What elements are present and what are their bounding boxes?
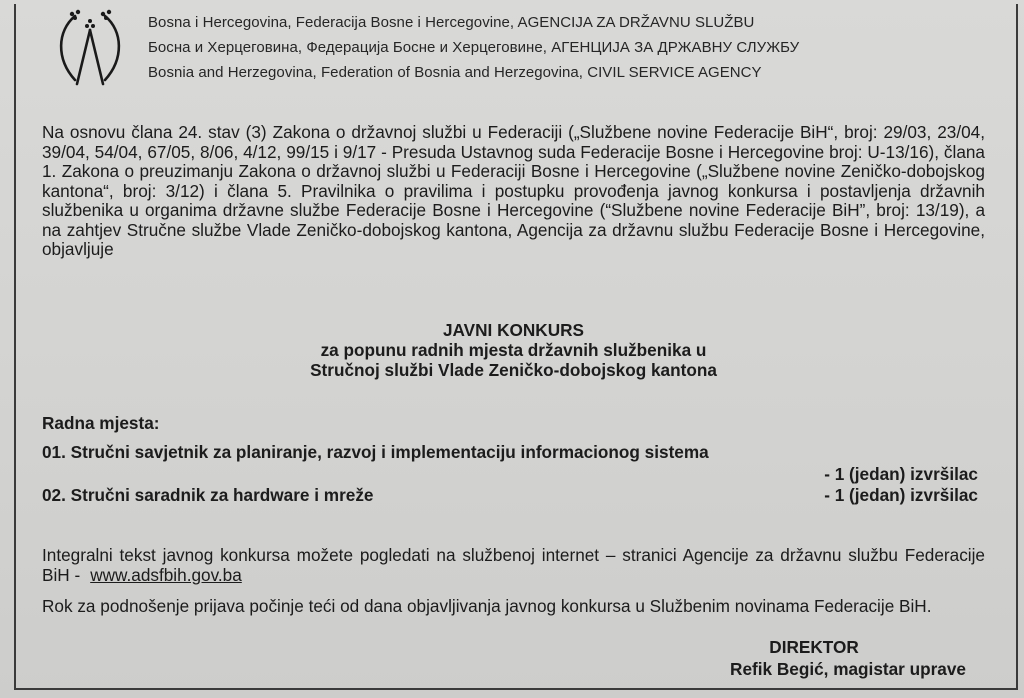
signature-name: Refik Begić, magistar uprave (730, 659, 966, 679)
announcement-subtitle-2: Stručnoj službi Vlade Zeničko-dobojskog kantona (310, 360, 717, 380)
header-line-english: Bosnia and Herzegovina, Federation of Bosnia and Herzegovina, CIVIL SERVICE AGENCY (148, 64, 762, 81)
intro-paragraph: Na osnovu člana 24. stav (3) Zakona o državnoj službi u Federaciji („Službene novine Federacije BiH“, broj: 29/03, 23/04, 39/04, 54/04, 67/05, 8/06, 4/12, 99/15 i 9/17 - Presuda Ustavnog suda Federacije Bosne i Hercegovine broj: U-13/16), člana 1. Zakona o preuzimanju Zakona o državnoj službi u Federaciji Bosne i Hercegovine („Službene novine Zeničko-dobojskog kantona“, broj: 3/12) i člana 5. Pravilnika o pravilima i postupku provođenja javnog konkursa i postavljenja državnih službenika u organima državne službe Federacije Bosne i Hercegovine (“Službene novine Federacije BiH”, broj: 13/19), a na zahtjev Stručne službe Vlade Zeničko-dobojskog kantona, Agencija za državnu službu Federacije Bosne i Hercegovine, objavljuje (42, 122, 985, 259)
agency-header (148, 10, 1008, 85)
signature-role: DIREKTOR (769, 637, 859, 657)
position-2-count: - 1 (jedan) izvršilac (824, 485, 978, 505)
header-line-cyrillic: Босна и Херцеговина, Федерација Босне и Херцеговине, АГЕНЦИЈА ЗА ДРЖАВНУ СЛУЖБУ (148, 39, 800, 56)
positions-heading: Radna mjesta: (42, 413, 160, 433)
header-line-bosnian: Bosna i Hercegovina, Federacija Bosne i Hercegovine, AGENCIJA ZA DRŽAVNU SLUŽBU (148, 14, 755, 31)
info-text: Integralni tekst javnog konkursa možete pogledati na službenoj internet – stranici Agencije za državnu službu Federacije BiH - (42, 545, 985, 585)
position-1-title: 01. Stručni savjetnik za planiranje, razvoj i implementaciju informacionog sistema (42, 442, 709, 462)
info-paragraph (42, 545, 985, 585)
position-2-title: 02. Stručni saradnik za hardware i mreže (42, 485, 374, 505)
announcement-title-block (42, 320, 985, 380)
deadline-paragraph: Rok za podnošenje prijava počinje teći od dana objavljivanja javnog konkursa u Službenim novinama Federacije BiH. (42, 596, 932, 616)
agency-logo (48, 4, 132, 92)
announcement-title: JAVNI KONKURS (442, 320, 584, 340)
announcement-subtitle-1: za popunu radnih mjesta državnih službenika u (320, 340, 707, 360)
agency-website-link[interactable]: www.adsfbih.gov.ba (90, 565, 242, 585)
signature-block (730, 636, 966, 680)
position-1-count: - 1 (jedan) izvršilac (824, 464, 978, 484)
